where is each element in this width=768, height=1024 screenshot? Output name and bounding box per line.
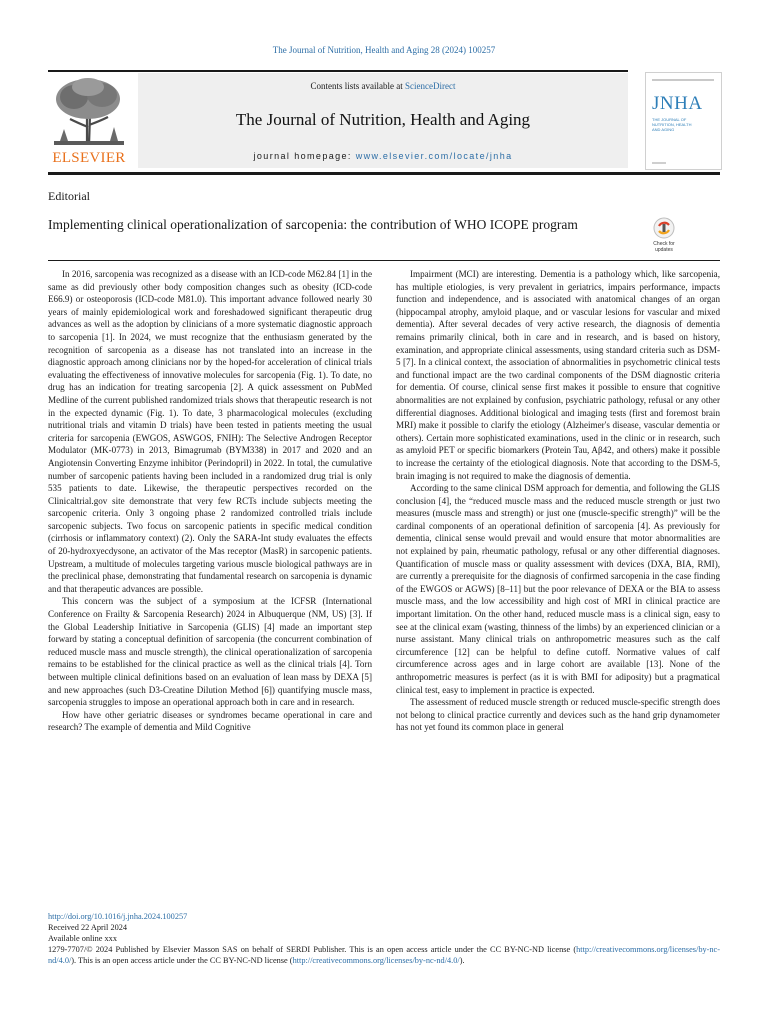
cover-subtitle: THE JOURNAL OF NUTRITION, HEALTH AND AGING [652, 117, 692, 132]
journal-homepage [138, 151, 628, 161]
article-title: Implementing clinical operationalization of sarcopenia: the contribution of WHO ICOPE program [48, 217, 578, 232]
journal-cover-thumbnail[interactable] [645, 72, 722, 170]
paragraph: In 2016, sarcopenia was recognized as a disease with an ICD-code M62.84 [1] in the same as did previously other body composition changes such as obesity (ICD-code E66.9) or osteoporosis (ICD-code M81.0). This important advance followed nearly 30 years of mainly epidemiological work and foreshadowed significant therapeutic drug advances as well as the adoption by clinicians of a more systematic diagnostic approach to sarcopenia [1]. In 2024, we must recognize that the enthusiasm generated by the recognition of sarcopenia as a disease has not translated into an increase in the diagnostic approach among clinicians nor by the hoped-for acceleration of clinical trials evaluating the effectiveness of innovative molecules for sarcopenia (Fig. 1). To date, no drug has an indication for treating sarcopenia [2]. A quick assessment on PubMed Medline of the current published randomized trials shows that therapeutic research is not in the expected dynamic (Fig. 1). To date, 3 pharmacological molecules (excluding nutritional trials and vitamin D trials) have been tested in patients meeting the usual criteria for sarcopenia (EWGOS, ASWGOS, FNIH): The Selective Androgen Receptor Modulator (MK-0773) in 2013, Bimagrumab (BYM338) in 2017 and 2020 and an Angiotensin Converting Enzyme inhibitor (Perindopril) in 2022. In total, the cumulative number of sarcopenic patients having been included in a randomized drug trial is only 535 patients to date. Likewise, the therapeutic perspectives recorded on the Clinicaltrial.gov site demonstrate that very few RCTs include subjects meeting the sarcopenic criteria. Only 3 ongoing phase 2 randomized controlled trials include sarcopenic subjects. Two focus on sarcopenic patients in specific medical condition (cirrhosis or inflammatory context) (2). Only the SARA-Int study evaluates the effects of 20-hydroxyecdysone, an activator of the Mas receptor (MasR) in sarcopenic patients. Upstream, a multitude of molecules targeting various muscle biological pathways are in the preclinical phase, demonstrating that fundamental research on sarcopenia is dynamic and that therapeutic advances are possible. [48, 269, 372, 594]
masthead-bottom-rule [48, 172, 720, 175]
right-column [396, 268, 720, 902]
paragraph: According to the same clinical DSM approach for dementia, and following the GLIS conclusion [4], the “reduced muscle mass and the reduced muscle strength or just two measures (muscle mass and strength) or just one (muscle-specific strength)” will be the cardinal components of an operational definition of sarcopenia [4]. As previously for dementia, clinical sense would prevail and would ensure that motor abnormalities are not explained by pain, rheumatic pathology, refusal or any other differential diagnoses. Quantification of muscle mass or quality assessment with devices (DXA, BIA, RMI), are currently a prerequisite for the diagnosis of confirmed sarcopenia in the case finding of the EWGOS or AGWS) [8–11] but the poor relevance of DEXA or the BIA to assess muscle mass, and the low accessibility and high cost of MRI in clinical practice are important limitation. On the other hand, reduced muscle mass is a clinical sign, easy to see at the clinical exam (wasting, thinness of the limbs) by an experienced clinician or a nurse assistant. Many clinical trials on anthropometric measures such as the calf circumference [12] can be helpful to define cutoff. Normative values of calf circumference across ages and in large cohort are available [13]. None of the anthropometric measures is perfect (as it is with BMI for adiposity) but a pragmatical clinical test, easy to implement in practice is expected. [396, 483, 720, 695]
journal-reference[interactable]: The Journal of Nutrition, Health and Aging 28 (2024) 100257 [272, 45, 496, 55]
license-mid: ). This is an open access article under the CC BY-NC-ND license ( [71, 956, 293, 965]
cover-top-bar [652, 79, 714, 81]
journal-title: The Journal of Nutrition, Health and Aging [235, 110, 531, 129]
cover-abbreviation: JNHA [652, 93, 703, 114]
masthead-top-rule [48, 70, 628, 72]
license-statement [48, 944, 720, 966]
paragraph: Impairment (MCI) are interesting. Dementia is a pathology which, like sarcopenia, has multiple etiologies, is very prevalent in geriatrics, impairs performance, impacts function and independence, and is associated with anatomical changes of an organ (hippocampal atrophy, amyloid plaque, and or vascular lesions for vascular and mixed dementia). After several decades of very active research, the diagnosis of dementia remains primarily clinical, both in care and in research, and is based on history, examination, and appropriate clinical assessments, using standard criteria such as DSM-5 [7]. In a clinical context, the association of abnormalities in psychometric clinical tests and functional impact are the two cardinal components of the DSM diagnostic criteria for dementia. Of course, clinical sense first makes it possible to ensure that cognitive abnormalities are not explained by confusion, psychiatric pathology, refusal or any other differential diagnoses. Additional biological and imaging tests (first and foremost brain MRI) make it possible to clarify the etiology (Alzheimer's disease, vascular dementia or others). Certain more sophisticated examinations, used in the clinic or in research, such as amyloid PET or specific biomarkers (Protein Tau, Aβ42, and others) make it possible to increase the certainty of the etiological diagnosis. Note that according to the DSM-5, brain imaging is not required to make the diagnosis of dementia. [396, 269, 720, 481]
elsevier-tree-icon [48, 75, 130, 149]
title-divider [48, 260, 720, 261]
check-for-updates-icon [648, 217, 680, 241]
paragraph: The assessment of reduced muscle strength or reduced muscle-specific strength does not belong to clinical practice currently and devices such as the hand grip dynamometer has not yet found its common place in general [396, 697, 720, 733]
homepage-prefix: journal homepage: [253, 151, 356, 161]
doi-link[interactable]: http://doi.org/10.1016/j.jnha.2024.100257 [48, 912, 188, 921]
elsevier-wordmark: ELSEVIER [52, 150, 126, 166]
article-type: Editorial [48, 189, 90, 203]
journal-banner [138, 73, 628, 168]
paragraph: How have other geriatric diseases or syndromes became operational in care and research? The example of dementia and Mild Cognitive [48, 709, 372, 733]
cover-footer-bar [652, 162, 666, 164]
contents-prefix: Contents lists available at [310, 81, 405, 91]
license-link-2[interactable]: http://creativecommons.org/licenses/by-nc-nd/4.0/ [292, 956, 460, 965]
article-footnote [48, 911, 720, 966]
badge-label: Check for updates [653, 241, 675, 253]
received-date: Received 22 April 2024 [48, 923, 128, 932]
available-online: Available online xxx [48, 934, 117, 943]
contents-line [138, 81, 628, 91]
license-link[interactable]: http://creativecommons.org/licenses/by-nc-nd/4.0/ [48, 945, 720, 965]
masthead [48, 73, 628, 168]
check-for-updates-badge[interactable] [648, 217, 680, 255]
elsevier-logo[interactable] [48, 75, 130, 167]
license-prefix: 1279-7707/© 2024 Published by Elsevier Masson SAS on behalf of SERDI Publisher. This is an open access article under the CC BY-NC-ND license ( [48, 945, 577, 954]
homepage-link[interactable]: www.elsevier.com/locate/jnha [355, 151, 513, 161]
left-column [48, 268, 372, 902]
paragraph: This concern was the subject of a symposium at the ICFSR (International Conference on Frailty & Sarcopenia Research) 2024 in Albuquerque (NM, US) [3]. If the Global Leadership Initiative in Sarcopenia (GLIS) [4] made an important step forward by stating a conceptual definition of sarcopenia (the concurrent combination of reduced muscle mass and muscle strength), the clinical operationalization of sarcopenia remains to be established for the clinical practice as well as the clinical trials [4]. Torn between multiple clinical definitions based on an evaluation of lean mass by DEXA [5] and new approaches (such D3-Creatine Dilution Method [6]) quantifying muscle mass, sarcopenia struggles to impose an operational approach both in care and in research. [48, 596, 372, 708]
license-suffix: ). [459, 956, 465, 965]
sciencedirect-link[interactable]: ScienceDirect [405, 81, 456, 91]
